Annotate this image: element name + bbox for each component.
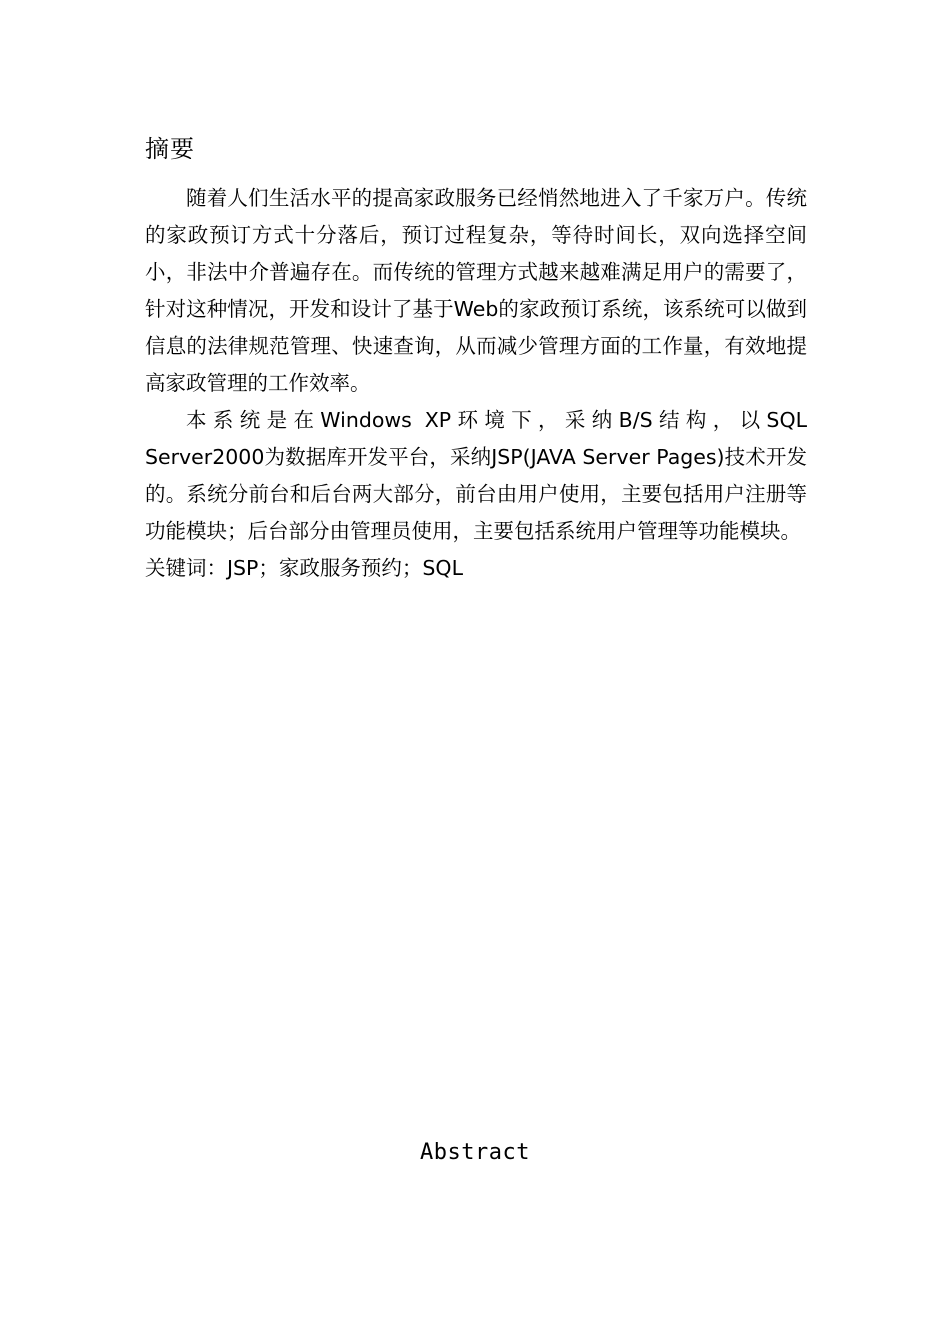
keywords-line: 关键词：JSP；家政服务预约；SQL (145, 556, 463, 580)
abstract-paragraph-2: 本系统是在Windows XP环境下，采纳B/S结构，以SQL Server2000为数据库开发平台，采纳JSP(JAVA Server Pages)技术开发的。系统分前台和后台两大部分，前台由用户使用，主要包括用户注册等功能模块；后台部分由管理员使用，主要包括系统用户管理等功能模块。 (145, 408, 807, 543)
abstract-heading-cn: 摘要 (145, 135, 195, 163)
abstract-body (145, 180, 807, 587)
abstract-paragraph-1: 随着人们生活水平的提高家政服务已经悄然地进入了千家万户。传统的家政预订方式十分落后，预订过程复杂，等待时间长，双向选择空间小，非法中介普遍存在。而传统的管理方式越来越难满足用户的需要了，针对这种情况，开发和设计了基于Web的家政预订系统，该系统可以做到信息的法律规范管理、快速查询，从而减少管理方面的工作量，有效地提高家政管理的工作效率。 (145, 186, 807, 395)
abstract-heading-en: Abstract (420, 1140, 530, 1165)
